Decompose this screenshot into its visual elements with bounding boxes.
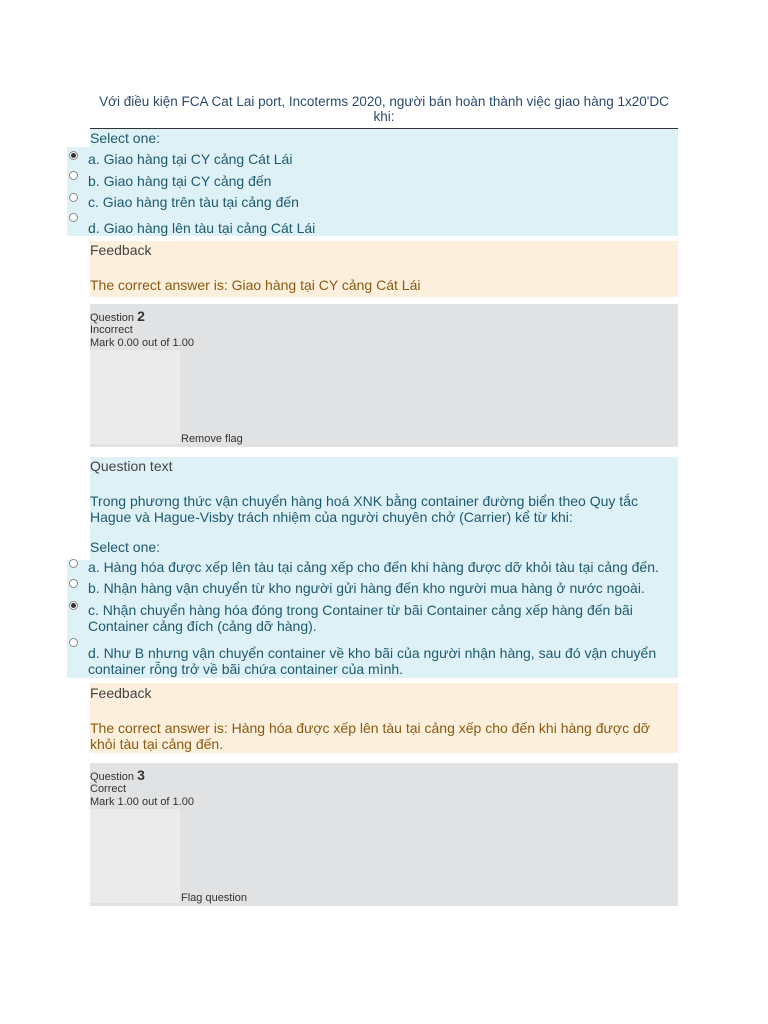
radio-q2-option-c[interactable] (69, 601, 78, 610)
radio-q2-option-d[interactable] (69, 638, 78, 647)
radio-q1-option-d[interactable] (69, 213, 78, 222)
question-state: Correct (90, 783, 127, 795)
radio-q1-option-c[interactable] (69, 193, 78, 202)
select-one-label: Select one: (90, 539, 161, 555)
radio-q2-option-a[interactable] (69, 559, 78, 568)
q2-option-c-label[interactable]: c. Nhận chuyển hàng hóa đóng trong Container từ bãi Container cảng xếp hàng đến bãi Container cảng đích (cảng dỡ hàng). (88, 602, 633, 634)
radio-q1-option-a[interactable] (69, 151, 78, 160)
select-one-label: Select one: (90, 130, 161, 146)
flag-icon[interactable] (90, 809, 180, 903)
q2-option-a-label[interactable]: a. Hàng hóa được xếp lên tàu tại cảng xếp cho đến khi hàng được dỡ khỏi tàu tại cảng đến. (88, 559, 659, 575)
question-grade: Mark 1.00 out of 1.00 (90, 796, 194, 808)
flag-icon[interactable] (90, 350, 180, 444)
question-text-heading: Question text (90, 458, 173, 474)
question-number: 3 (137, 767, 145, 783)
q2-option-b-label[interactable]: b. Nhận hàng vận chuyển từ kho người gửi hàng đến kho người mua hàng ở nước ngoài. (88, 580, 645, 596)
correct-answer-text: The correct answer is: Giao hàng tại CY cảng Cát Lái (90, 277, 421, 293)
radio-q1-option-b[interactable] (69, 171, 78, 180)
remove-flag-link[interactable]: Remove flag (181, 433, 243, 445)
q1-option-b-label[interactable]: b. Giao hàng tại CY cảng đến (88, 173, 272, 189)
q1-option-d-label[interactable]: d. Giao hàng lên tàu tại cảng Cát Lái (88, 220, 316, 236)
question-2-text: Trong phương thức vận chuyển hàng hoá XNK bằng container đường biển theo Quy tắc Hague và Hague-Visby trách nhiệm của người chuyên chở (Carrier) kể từ khi: (90, 493, 638, 525)
question-word: Question (90, 771, 135, 783)
question-grade: Mark 0.00 out of 1.00 (90, 337, 194, 349)
question-number: 2 (137, 308, 145, 324)
question-word: Question (90, 312, 135, 324)
flag-question-link[interactable]: Flag question (181, 892, 248, 904)
q2-option-d-label[interactable]: d. Như B nhưng vận chuyển container về kho bãi của người nhận hàng, sau đó vận chuyển container rỗng trở về bãi chứa container của mình. (88, 645, 657, 677)
question-number-3 (90, 769, 145, 784)
question-1-text: Với điều kiện FCA Cat Lai port, Incoterms 2020, người bán hoàn thành việc giao hàng 1x20'DC khi: (99, 94, 669, 124)
q1-option-a-label[interactable]: a. Giao hàng tại CY cảng Cát Lái (88, 151, 293, 167)
question-state: Incorrect (90, 324, 133, 336)
q1-option-c-label[interactable]: c. Giao hàng trên tàu tại cảng đến (88, 194, 299, 210)
correct-answer-text: The correct answer is: Hàng hóa được xếp lên tàu tại cảng xếp cho đến khi hàng được dỡ khỏi tàu tại cảng đến. (90, 720, 650, 752)
feedback-heading: Feedback (90, 685, 152, 701)
feedback-heading: Feedback (90, 242, 152, 258)
radio-q2-option-b[interactable] (69, 579, 78, 588)
question-number-2 (90, 310, 145, 325)
